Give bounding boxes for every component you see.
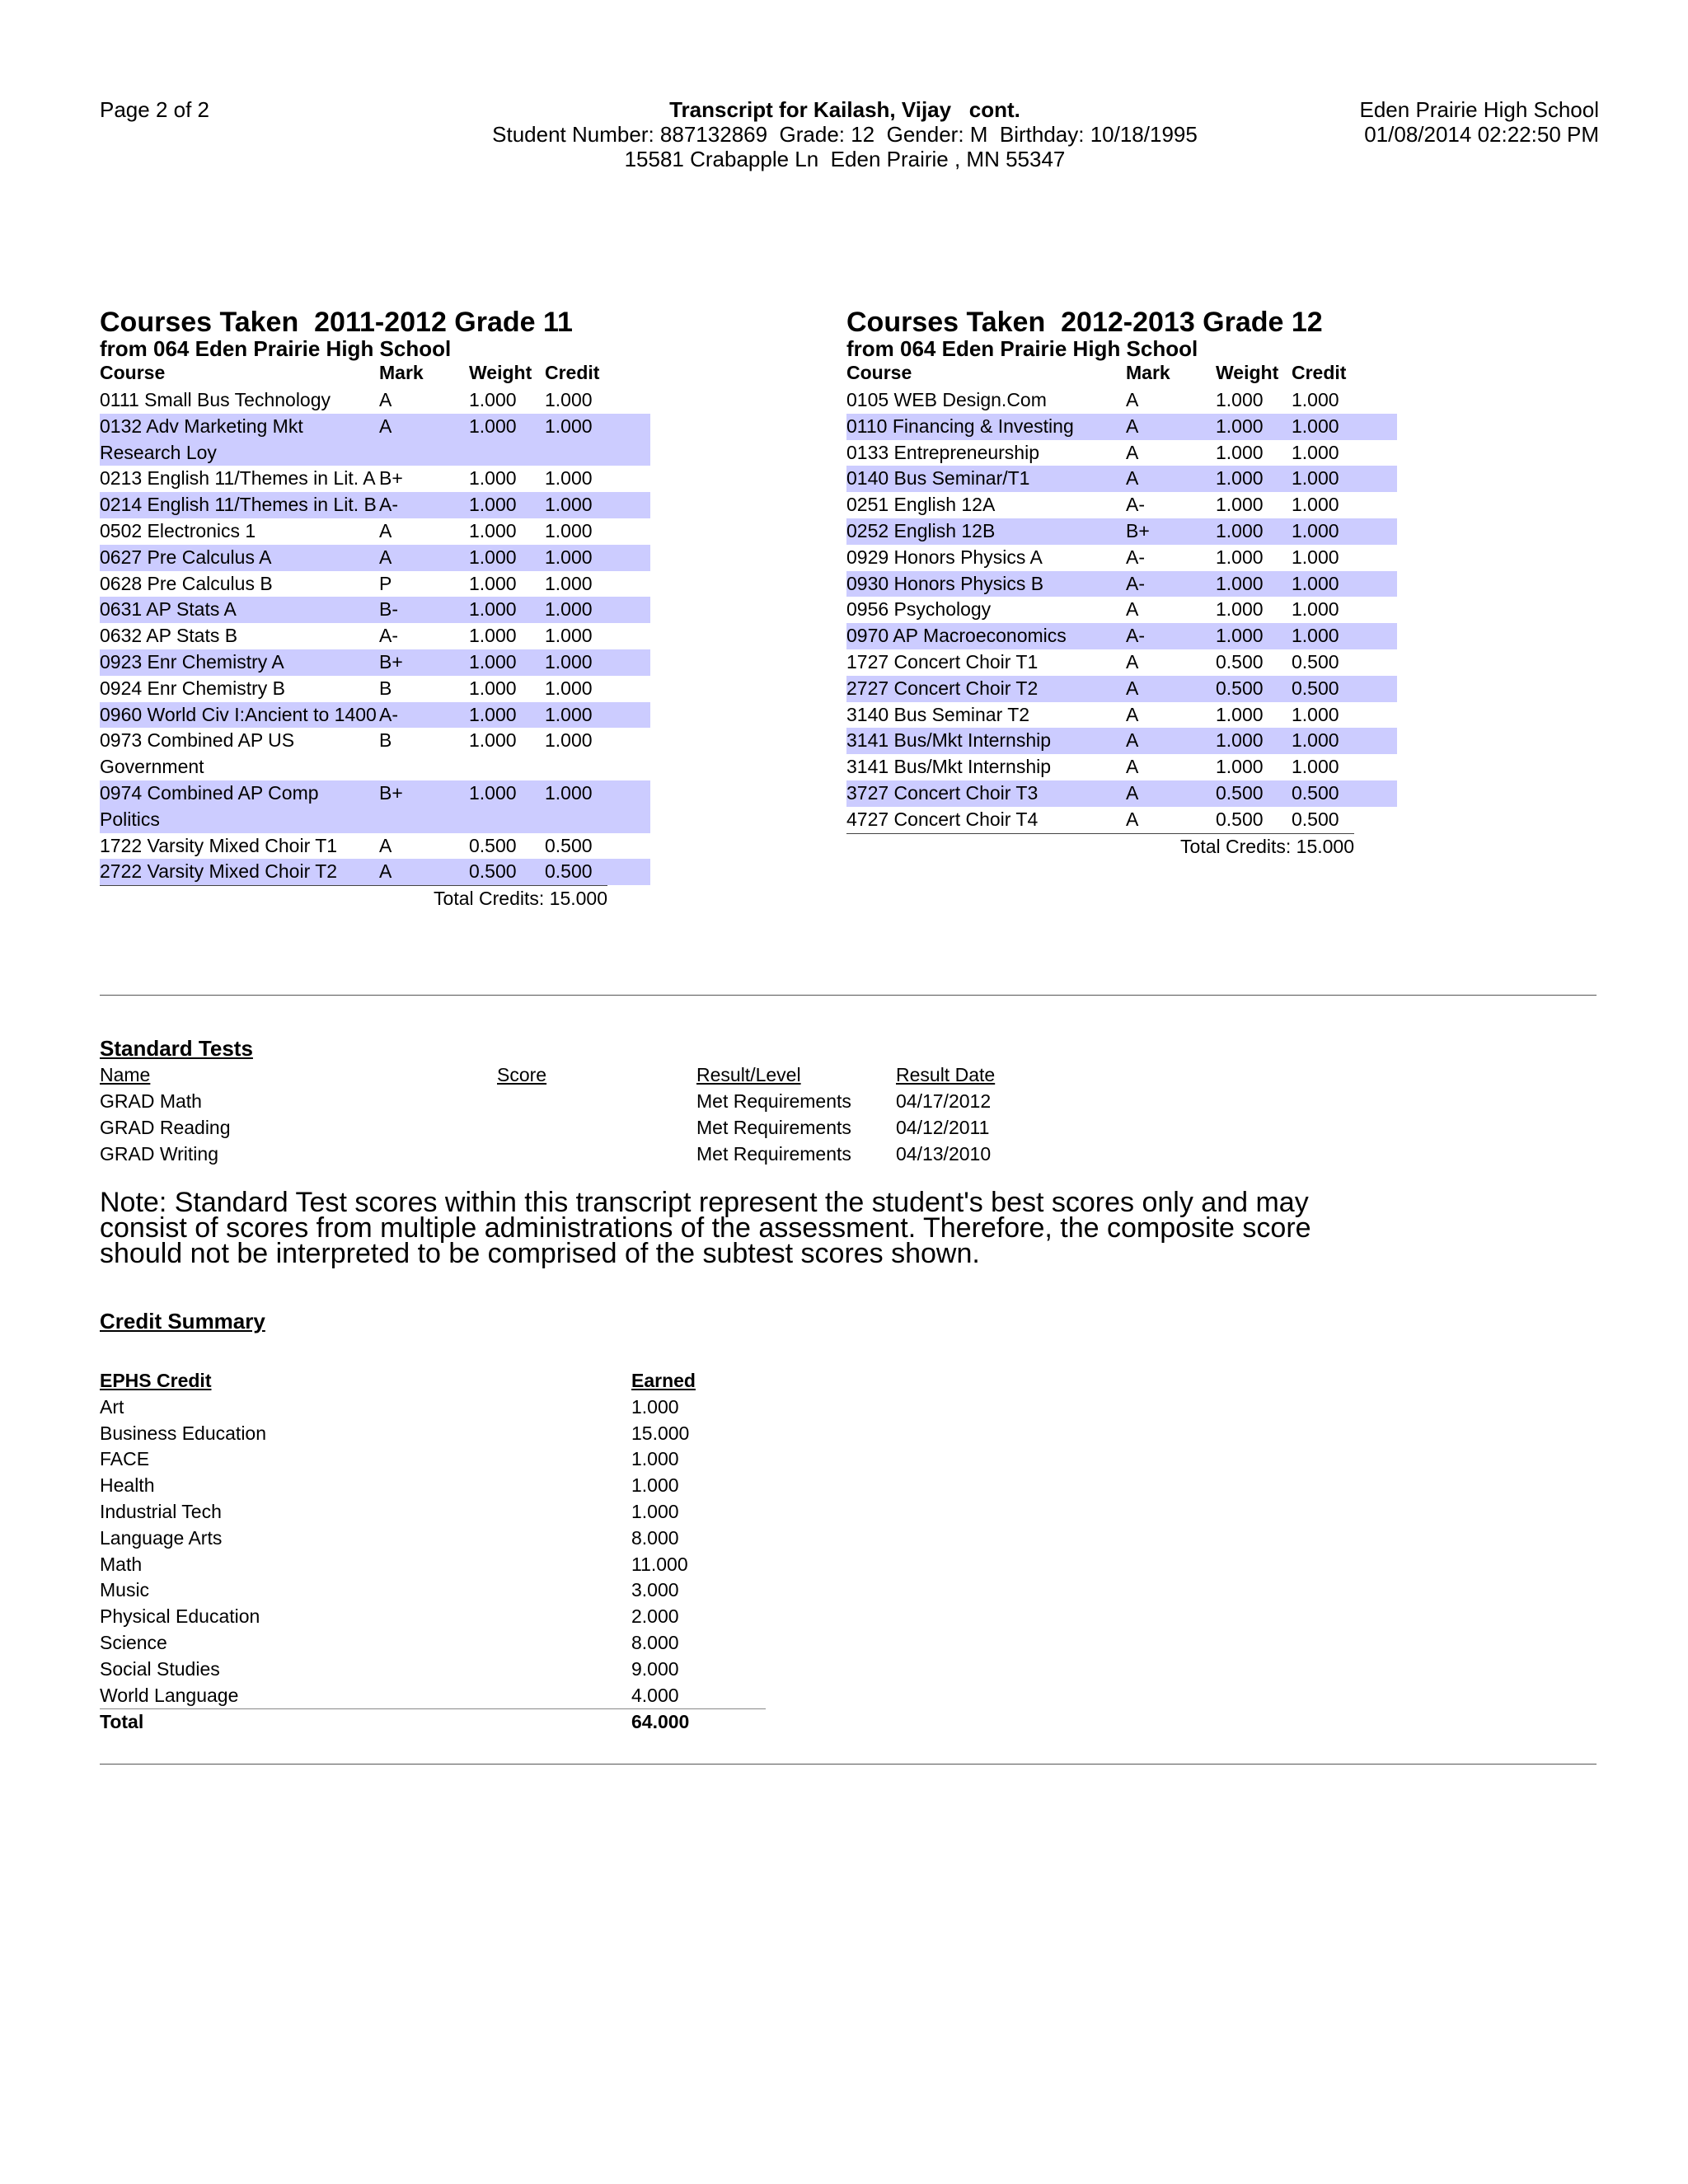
- col-score: Score: [497, 1064, 547, 1085]
- course-weight: 1.000: [1216, 703, 1264, 725]
- test-scores-note: Note: Standard Test scores within this transcript represent the student's best scores only and may consist of scores from multiple administrations of the assessment. Therefore, the composite score should not be interpreted to be comprised of the subtest scores shown.: [100, 1187, 1311, 1269]
- credit-name: Art: [100, 1395, 124, 1418]
- course-mark: A-: [1126, 623, 1216, 649]
- course-weight: 1.000: [469, 677, 517, 699]
- credit-row: [100, 1577, 766, 1604]
- test-name: GRAD Math: [100, 1090, 202, 1112]
- course-mark: P: [379, 572, 392, 594]
- credit-earned: 1.000: [631, 1448, 679, 1470]
- course-row: [846, 807, 1397, 833]
- course-credit: 1.000: [1292, 414, 1397, 440]
- transcript-header: [432, 97, 1258, 171]
- course-weight: 1.000: [469, 492, 545, 518]
- course-weight: 0.500: [1216, 676, 1292, 702]
- course-weight: 1.000: [1216, 441, 1264, 463]
- course-course: 0251 English 12A: [846, 494, 996, 516]
- col-date: Result Date: [896, 1064, 996, 1085]
- course-weight: 1.000: [1216, 728, 1292, 754]
- course-credit: 1.000: [1292, 518, 1397, 545]
- course-credit: 1.000: [545, 625, 593, 647]
- course-mark: A: [1126, 676, 1216, 702]
- course-credit: 0.500: [1292, 780, 1397, 807]
- course-course: 0252 English 12B: [846, 518, 1126, 545]
- course-row: [846, 597, 1397, 623]
- course-mark: B: [379, 729, 392, 752]
- course-weight: 1.000: [469, 597, 545, 623]
- course-row: [100, 728, 650, 780]
- col-ephs-credit: EPHS Credit: [100, 1370, 212, 1391]
- course-credit: 0.500: [1292, 808, 1339, 830]
- course-course: 0924 Enr Chemistry B: [100, 677, 285, 699]
- course-weight: 1.000: [469, 780, 545, 833]
- course-row: [100, 414, 650, 466]
- col-name: Name: [100, 1064, 151, 1085]
- course-mark: A: [1126, 389, 1139, 410]
- credit-earned: 1.000: [631, 1500, 679, 1522]
- credit-earned: 1.000: [631, 1474, 679, 1497]
- credit-row: [100, 1421, 766, 1447]
- course-course: 0956 Psychology: [846, 598, 992, 621]
- course-mark: A: [1126, 780, 1216, 807]
- credit-row: [100, 1552, 766, 1578]
- course-mark: B+: [379, 467, 403, 490]
- credit-earned: 8.000: [631, 1631, 679, 1653]
- course-course: 0970 AP Macroeconomics: [846, 623, 1126, 649]
- course-row: [100, 649, 650, 676]
- page-number: Page 2 of 2: [100, 97, 209, 122]
- course-mark: A-: [1126, 571, 1216, 598]
- course-weight: 1.000: [1216, 756, 1264, 778]
- course-weight: 0.500: [1216, 780, 1292, 807]
- course-row: [846, 440, 1397, 466]
- course-credit: 1.000: [1292, 441, 1339, 463]
- course-weight: 1.000: [1216, 466, 1292, 492]
- course-credit: 1.000: [545, 597, 650, 623]
- course-course: 3141 Bus/Mkt Internship: [846, 728, 1126, 754]
- courses-table: [846, 361, 1397, 833]
- section-subtitle: from 064 Eden Prairie High School: [846, 336, 1198, 361]
- course-weight: 1.000: [1216, 389, 1264, 410]
- test-row: [100, 1114, 1089, 1141]
- course-row: [100, 571, 650, 598]
- credit-total-label: Total: [100, 1711, 144, 1733]
- course-credit: 1.000: [545, 492, 650, 518]
- student-info: Student Number: 887132869 Grade: 12 Gender: M Birthday: 10/18/1995: [492, 122, 1198, 147]
- course-weight: 1.000: [469, 729, 517, 752]
- course-mark: A: [379, 859, 469, 885]
- course-row: [100, 623, 650, 649]
- course-row: [846, 780, 1397, 807]
- course-course: 3727 Concert Choir T3: [846, 780, 1126, 807]
- course-row: [100, 702, 650, 729]
- course-credit: 1.000: [545, 649, 650, 676]
- course-credit: 0.500: [545, 834, 593, 856]
- courses-grade-12: [846, 307, 1397, 858]
- course-weight: 1.000: [469, 389, 517, 410]
- course-course: 0110 Financing & Investing: [846, 414, 1126, 440]
- course-row: [846, 623, 1397, 649]
- course-weight: 1.000: [469, 467, 517, 490]
- course-credit: 1.000: [1292, 389, 1339, 410]
- test-date: 04/13/2010: [896, 1143, 992, 1165]
- credit-row: [100, 1499, 766, 1526]
- course-course: 0132 Adv Marketing Mkt Research Loy: [100, 414, 379, 466]
- course-mark: A-: [379, 702, 469, 729]
- course-course: 0502 Electronics 1: [100, 519, 256, 541]
- course-mark: A: [1126, 414, 1216, 440]
- course-course: 0133 Entrepreneurship: [846, 441, 1039, 463]
- total-credits: Total Credits: 15.000: [100, 885, 607, 910]
- course-row: [846, 649, 1397, 676]
- course-course: 2722 Varsity Mixed Choir T2: [100, 859, 379, 885]
- col-credit: Credit: [545, 362, 600, 383]
- credit-total-value: 64.000: [631, 1711, 690, 1733]
- course-course: 0628 Pre Calculus B: [100, 572, 273, 594]
- course-weight: 0.500: [469, 859, 545, 885]
- credit-row: [100, 1683, 766, 1709]
- section-subtitle: from 064 Eden Prairie High School: [100, 336, 452, 361]
- credit-earned: 2.000: [631, 1605, 679, 1628]
- credit-earned: 1.000: [631, 1395, 679, 1418]
- col-mark: Mark: [1126, 362, 1170, 383]
- test-result: Met Requirements: [696, 1117, 851, 1138]
- course-weight: 1.000: [1216, 414, 1292, 440]
- divider: [100, 1764, 1597, 1765]
- course-weight: 1.000: [469, 625, 517, 647]
- credit-earned: 3.000: [631, 1579, 679, 1601]
- course-course: 0632 AP Stats B: [100, 625, 238, 647]
- credit-name: Science: [100, 1631, 167, 1653]
- course-weight: 0.500: [469, 834, 517, 856]
- print-datetime: 01/08/2014 02:22:50 PM: [1364, 122, 1599, 147]
- credit-row: [100, 1394, 766, 1421]
- course-mark: A: [1126, 808, 1139, 830]
- course-row: [846, 728, 1397, 754]
- course-mark: A-: [379, 625, 398, 647]
- course-credit: 1.000: [545, 389, 593, 410]
- credit-summary: [100, 1368, 766, 1736]
- credit-name: World Language: [100, 1684, 239, 1706]
- credit-earned: 8.000: [631, 1526, 679, 1549]
- course-weight: 1.000: [469, 545, 545, 571]
- course-course: 1727 Concert Choir T1: [846, 650, 1039, 673]
- course-weight: 1.000: [469, 414, 545, 466]
- test-date: 04/17/2012: [896, 1090, 992, 1112]
- test-name: GRAD Reading: [100, 1117, 231, 1138]
- course-credit: 1.000: [545, 519, 593, 541]
- course-course: 0930 Honors Physics B: [846, 571, 1126, 598]
- credit-row: [100, 1446, 766, 1473]
- course-weight: 1.000: [469, 649, 545, 676]
- credit-name: Language Arts: [100, 1526, 223, 1549]
- course-row: [846, 466, 1397, 492]
- course-course: 0140 Bus Seminar/T1: [846, 466, 1126, 492]
- credit-row: [100, 1526, 766, 1552]
- course-row: [100, 492, 650, 518]
- course-mark: A: [1126, 756, 1139, 778]
- course-credit: 1.000: [545, 467, 593, 490]
- section-title: Courses Taken 2012-2013 Grade 12: [846, 307, 1323, 338]
- school-name: Eden Prairie High School: [1359, 97, 1599, 122]
- credit-header-row: [100, 1368, 766, 1394]
- col-mark: Mark: [379, 362, 424, 383]
- course-row: [846, 702, 1397, 729]
- course-mark: A: [379, 519, 392, 541]
- standard-tests-title: Standard Tests: [100, 1036, 253, 1061]
- student-address: 15581 Crabapple Ln Eden Prairie , MN 55347: [624, 147, 1066, 171]
- course-mark: A: [1126, 441, 1139, 463]
- course-weight: 1.000: [1216, 494, 1264, 516]
- course-mark: B+: [379, 649, 469, 676]
- course-course: 2727 Concert Choir T2: [846, 676, 1126, 702]
- course-mark: B: [379, 677, 392, 699]
- course-credit: 1.000: [1292, 466, 1397, 492]
- credit-name: Social Studies: [100, 1657, 220, 1680]
- test-row: [100, 1088, 1089, 1114]
- test-name: GRAD Writing: [100, 1143, 218, 1165]
- course-course: 0627 Pre Calculus A: [100, 545, 379, 571]
- course-credit: 1.000: [545, 545, 650, 571]
- credit-row: [100, 1657, 766, 1683]
- course-weight: 0.500: [1216, 650, 1264, 673]
- course-row: [100, 859, 650, 885]
- course-row: [846, 545, 1397, 571]
- credit-earned: 4.000: [631, 1684, 679, 1706]
- course-weight: 1.000: [1216, 571, 1292, 598]
- course-weight: 1.000: [469, 572, 517, 594]
- course-course: 3141 Bus/Mkt Internship: [846, 756, 1052, 778]
- course-row: [846, 571, 1397, 598]
- course-row: [846, 414, 1397, 440]
- course-credit: 1.000: [545, 729, 593, 752]
- course-credit: 1.000: [1292, 728, 1397, 754]
- course-credit: 1.000: [545, 572, 593, 594]
- school-header: [1286, 97, 1599, 147]
- course-credit: 0.500: [1292, 676, 1397, 702]
- course-course: 0960 World Civ I:Ancient to 1400: [100, 702, 379, 729]
- course-credit: 1.000: [1292, 546, 1339, 568]
- course-row: [846, 754, 1397, 780]
- col-course: Course: [846, 362, 912, 383]
- course-mark: B+: [379, 780, 469, 833]
- col-weight: Weight: [469, 362, 532, 383]
- tests-header-row: [100, 1062, 1089, 1088]
- course-mark: A: [1126, 703, 1139, 725]
- course-credit: 1.000: [545, 414, 650, 466]
- course-weight: 0.500: [1216, 808, 1264, 830]
- course-credit: 0.500: [1292, 650, 1339, 673]
- test-row: [100, 1141, 1089, 1167]
- course-credit: 1.000: [1292, 623, 1397, 649]
- course-mark: A-: [1126, 494, 1145, 516]
- course-mark: A: [379, 414, 469, 466]
- course-credit: 1.000: [1292, 756, 1339, 778]
- course-weight: 1.000: [1216, 623, 1292, 649]
- credit-row: [100, 1473, 766, 1499]
- credit-earned: 15.000: [631, 1422, 690, 1444]
- credit-summary-title: Credit Summary: [100, 1309, 265, 1333]
- course-credit: 1.000: [1292, 703, 1339, 725]
- credit-earned: 9.000: [631, 1657, 679, 1680]
- course-row: [846, 518, 1397, 545]
- course-mark: A: [1126, 728, 1216, 754]
- course-mark: A: [1126, 466, 1216, 492]
- credit-earned: 11.000: [631, 1553, 688, 1575]
- course-mark: A-: [379, 492, 469, 518]
- course-course: 0105 WEB Design.Com: [846, 389, 1047, 410]
- course-row: [100, 833, 650, 860]
- course-row: [100, 676, 650, 702]
- transcript-title: Transcript for Kailash, Vijay cont.: [669, 97, 1020, 122]
- test-date: 04/12/2011: [896, 1117, 990, 1138]
- credit-name: Business Education: [100, 1422, 267, 1444]
- section-title: Courses Taken 2011-2012 Grade 11: [100, 307, 573, 338]
- course-credit: 1.000: [1292, 598, 1339, 621]
- course-row: [100, 597, 650, 623]
- course-weight: 1.000: [1216, 598, 1264, 621]
- courses-grade-11: [100, 307, 650, 910]
- col-earned: Earned: [631, 1370, 696, 1391]
- course-mark: A-: [1126, 546, 1145, 568]
- credit-name: Physical Education: [100, 1605, 260, 1628]
- course-weight: 1.000: [1216, 546, 1264, 568]
- course-row: [846, 387, 1397, 414]
- credit-name: FACE: [100, 1448, 150, 1470]
- divider: [100, 995, 1597, 996]
- col-result: Result/Level: [696, 1064, 801, 1085]
- course-mark: B+: [1126, 518, 1216, 545]
- course-course: 0213 English 11/Themes in Lit. A: [100, 467, 376, 490]
- credit-row: [100, 1630, 766, 1657]
- test-result: Met Requirements: [696, 1090, 851, 1112]
- course-course: 0973 Combined AP US Government: [100, 729, 295, 778]
- course-course: 0923 Enr Chemistry A: [100, 649, 379, 676]
- course-row: [100, 545, 650, 571]
- col-weight: Weight: [1216, 362, 1279, 383]
- course-row: [100, 387, 650, 414]
- credit-total-row: [100, 1708, 766, 1736]
- credit-row: [100, 1604, 766, 1630]
- course-mark: A: [1126, 598, 1139, 621]
- course-course: 0631 AP Stats A: [100, 597, 379, 623]
- course-row: [100, 780, 650, 833]
- course-course: 0974 Combined AP Comp Politics: [100, 780, 379, 833]
- course-mark: A: [1126, 650, 1139, 673]
- test-result: Met Requirements: [696, 1143, 851, 1165]
- course-credit: 1.000: [545, 780, 650, 833]
- course-mark: B-: [379, 597, 469, 623]
- course-row: [100, 518, 650, 545]
- course-mark: A: [379, 389, 392, 410]
- course-course: 0111 Small Bus Technology: [100, 389, 331, 410]
- credit-name: Industrial Tech: [100, 1500, 222, 1522]
- course-row: [846, 492, 1397, 518]
- credit-name: Math: [100, 1553, 143, 1575]
- course-credit: 1.000: [1292, 494, 1339, 516]
- course-course: 3140 Bus Seminar T2: [846, 703, 1030, 725]
- course-credit: 1.000: [1292, 571, 1397, 598]
- col-credit: Credit: [1292, 362, 1347, 383]
- credit-name: Music: [100, 1579, 150, 1601]
- course-course: 0929 Honors Physics A: [846, 546, 1043, 568]
- course-credit: 1.000: [545, 677, 593, 699]
- col-course: Course: [100, 362, 166, 383]
- course-row: [846, 676, 1397, 702]
- course-weight: 1.000: [469, 519, 517, 541]
- course-course: 1722 Varsity Mixed Choir T1: [100, 834, 338, 856]
- course-credit: 1.000: [545, 702, 650, 729]
- course-row: [100, 466, 650, 492]
- standard-tests: [100, 1035, 1089, 1167]
- course-mark: A: [379, 834, 392, 856]
- credit-name: Health: [100, 1474, 155, 1497]
- course-weight: 1.000: [469, 702, 545, 729]
- course-course: 0214 English 11/Themes in Lit. B: [100, 492, 379, 518]
- total-credits: Total Credits: 15.000: [846, 833, 1354, 858]
- course-credit: 0.500: [545, 859, 650, 885]
- course-weight: 1.000: [1216, 518, 1292, 545]
- course-course: 4727 Concert Choir T4: [846, 808, 1039, 830]
- courses-table: [100, 361, 650, 885]
- course-mark: A: [379, 545, 469, 571]
